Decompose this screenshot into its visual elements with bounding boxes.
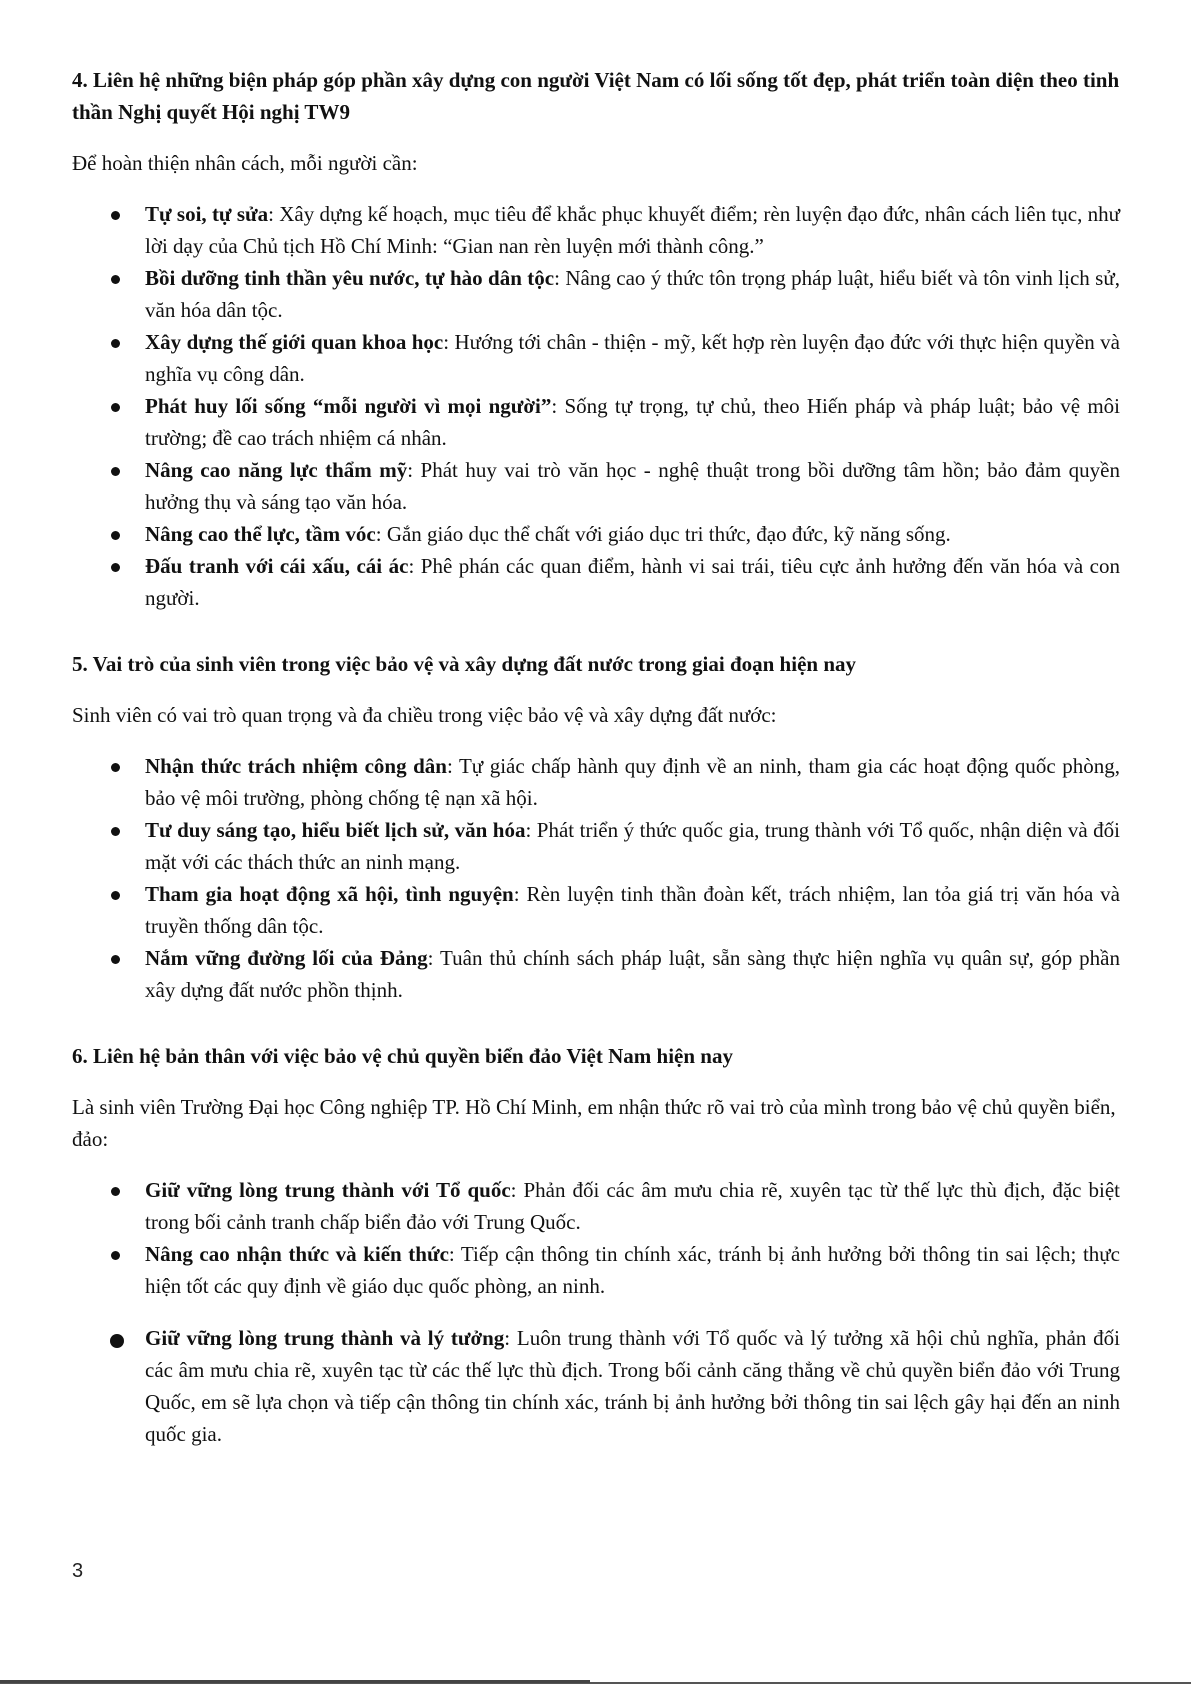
list-item-term: Đấu tranh với cái xấu, cái ác bbox=[145, 554, 409, 578]
list-item-term: Tư duy sáng tạo, hiểu biết lịch sử, văn hóa bbox=[145, 818, 526, 842]
section-4-list bbox=[72, 198, 1120, 614]
list-item-text: : Rèn luyện tinh thần đoàn kết, trách nhiệm, lan tỏa giá trị văn hóa và truyền thống dân tộc. bbox=[145, 882, 1121, 938]
list-item-text: : Luôn trung thành với Tổ quốc và lý tưởng xã hội chủ nghĩa, phản đối các âm mưu chia rẽ, xuyên tạc từ các thế lực thù địch. Trong bối cảnh căng thẳng về chủ quyền biển đảo với Trung Quốc, em sẽ lựa chọn và tiếp cận thông tin chính xác, tránh bị ảnh hưởng bởi thông tin sai lệch gây hại đến an ninh quốc gia. bbox=[145, 1326, 1120, 1446]
list-item-term: Nâng cao thể lực, tầm vóc bbox=[145, 522, 376, 546]
list-item-term: Phát huy lối sống “mỗi người vì mọi người” bbox=[145, 394, 552, 418]
section-6-heading: 6. Liên hệ bản thân với việc bảo vệ chủ quyền biển đảo Việt Nam hiện nay bbox=[72, 1044, 733, 1068]
list-item bbox=[72, 550, 1120, 614]
list-item bbox=[72, 878, 1120, 942]
list-item-term: Tham gia hoạt động xã hội, tình nguyện bbox=[145, 882, 514, 906]
list-item-text: : Tự giác chấp hành quy định về an ninh, tham gia các hoạt động quốc phòng, bảo vệ môi trường, phòng chống tệ nạn xã hội. bbox=[145, 754, 1120, 810]
list-item-text: : Tuân thủ chính sách pháp luật, sẵn sàng thực hiện nghĩa vụ quân sự, góp phần xây dựng đất nước phồn thịnh. bbox=[145, 946, 1120, 1002]
list-item-term: Tự soi, tự sửa bbox=[145, 202, 269, 226]
list-item-text: : Xây dựng kế hoạch, mục tiêu để khắc phục khuyết điểm; rèn luyện đạo đức, nhân cách liên tục, như lời dạy của Chủ tịch Hồ Chí Minh: “Gian nan rèn luyện mới thành công.” bbox=[145, 202, 1120, 258]
list-item-text: : Gắn giáo dục thể chất với giáo dục tri thức, đạo đức, kỹ năng sống. bbox=[375, 522, 951, 546]
list-item bbox=[72, 1174, 1120, 1238]
list-item-text: : Phát triển ý thức quốc gia, trung thành với Tổ quốc, nhận diện và đối mặt với các thách thức an ninh mạng. bbox=[145, 818, 1120, 874]
list-item bbox=[72, 518, 1120, 550]
list-item-term: Nâng cao nhận thức và kiến thức bbox=[145, 1242, 449, 1266]
list-item bbox=[72, 1322, 1120, 1450]
section-5-intro: Sinh viên có vai trò quan trọng và đa chiều trong việc bảo vệ và xây dựng đất nước: bbox=[72, 703, 777, 727]
list-item bbox=[72, 1238, 1120, 1302]
list-item-text: : Phê phán các quan điểm, hành vi sai trái, tiêu cực ảnh hưởng đến văn hóa và con người. bbox=[145, 554, 1120, 610]
list-item-text: : Nâng cao ý thức tôn trọng pháp luật, hiểu biết và tôn vinh lịch sử, văn hóa dân tộc. bbox=[145, 266, 1120, 322]
list-item bbox=[72, 262, 1120, 326]
list-item-text: : Sống tự trọng, tự chủ, theo Hiến pháp và pháp luật; bảo vệ môi trường; đề cao trách nhiệm cá nhân. bbox=[145, 394, 1121, 450]
list-item bbox=[72, 814, 1120, 878]
list-item-text: : Phản đối các âm mưu chia rẽ, xuyên tạc từ thế lực thù địch, đặc biệt trong bối cảnh tranh chấp biển đảo với Trung Quốc. bbox=[145, 1178, 1120, 1234]
section-6-intro: Là sinh viên Trường Đại học Công nghiệp TP. Hồ Chí Minh, em nhận thức rõ vai trò của mình trong bảo vệ chủ quyền biển, đảo: bbox=[72, 1095, 1116, 1151]
list-item bbox=[72, 390, 1120, 454]
section-6-extra-list bbox=[72, 1322, 1120, 1450]
section-5-heading: 5. Vai trò của sinh viên trong việc bảo vệ và xây dựng đất nước trong giai đoạn hiện nay bbox=[72, 652, 856, 676]
list-item bbox=[72, 750, 1120, 814]
bottom-divider-accent bbox=[0, 1680, 590, 1683]
list-item bbox=[72, 326, 1120, 390]
document-page bbox=[72, 64, 1120, 1450]
list-item-term: Xây dựng thế giới quan khoa học bbox=[145, 330, 444, 354]
list-item-term: Giữ vững lòng trung thành và lý tưởng bbox=[145, 1326, 505, 1350]
list-item bbox=[72, 942, 1120, 1006]
list-item-term: Nhận thức trách nhiệm công dân bbox=[145, 754, 447, 778]
section-4-intro: Để hoàn thiện nhân cách, mỗi người cần: bbox=[72, 151, 418, 175]
list-item bbox=[72, 198, 1120, 262]
list-item-text: : Hướng tới chân - thiện - mỹ, kết hợp rèn luyện đạo đức với thực hiện quyền và nghĩa vụ công dân. bbox=[145, 330, 1120, 386]
list-item-term: Bồi dưỡng tinh thần yêu nước, tự hào dân tộc bbox=[145, 266, 555, 290]
list-item-text: : Tiếp cận thông tin chính xác, tránh bị ảnh hưởng bởi thông tin sai lệch; thực hiện tốt các quy định về giáo dục quốc phòng, an ninh. bbox=[145, 1242, 1120, 1298]
section-4-heading: 4. Liên hệ những biện pháp góp phần xây dựng con người Việt Nam có lối sống tốt đẹp, phát triển toàn diện theo tinh thần Nghị quyết Hội nghị TW9 bbox=[72, 68, 1120, 124]
list-item bbox=[72, 454, 1120, 518]
section-6-list bbox=[72, 1174, 1120, 1302]
list-item-term: Giữ vững lòng trung thành với Tổ quốc bbox=[145, 1178, 511, 1202]
list-item-term: Nâng cao năng lực thẩm mỹ bbox=[145, 458, 408, 482]
list-item-term: Nắm vững đường lối của Đảng bbox=[145, 946, 428, 970]
section-5-list bbox=[72, 750, 1120, 1006]
list-item-text: : Phát huy vai trò văn học - nghệ thuật trong bồi dưỡng tâm hồn; bảo đảm quyền hưởng thụ và sáng tạo văn hóa. bbox=[145, 458, 1120, 514]
page-number: 3 bbox=[72, 1560, 84, 1582]
